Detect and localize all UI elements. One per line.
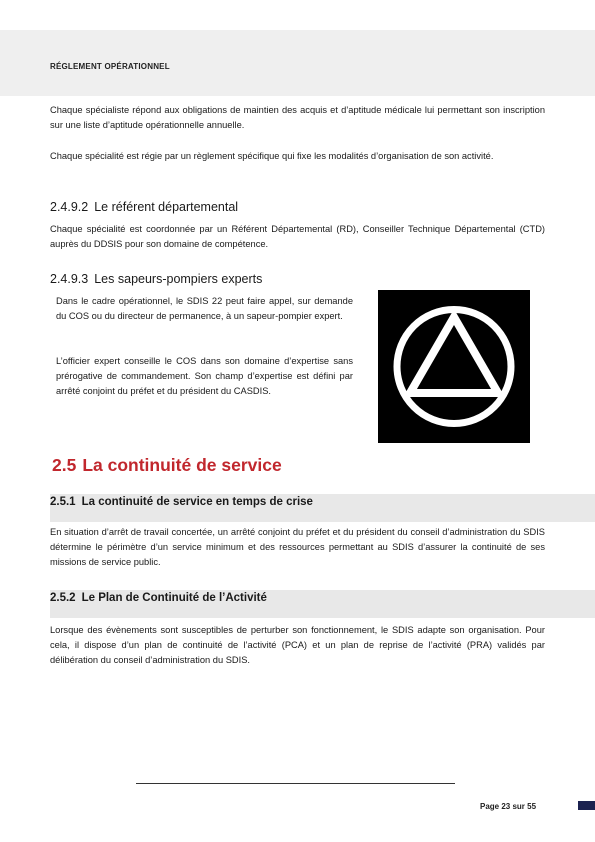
heading-2-5-1	[50, 496, 313, 508]
referent-paragraph: Chaque spécialité est coordonnée par un Référent Départemental (RD), Conseiller Technique Départemental (CTD) auprès du DDSIS pour son domaine de compétence.	[50, 224, 545, 249]
heading-text: La continuité de service	[82, 455, 282, 475]
heading-2-4-9-2	[50, 200, 238, 214]
page-marker	[578, 801, 595, 810]
experts-paragraph-2: L’officier expert conseille le COS dans son domaine d’expertise sans prérogative de commandement. Son champ d’expertise est défini par arrêté conjoint du préfet et du président du CASDIS.	[56, 356, 353, 396]
heading-text: Le Plan de Continuité de l’Activité	[81, 592, 267, 604]
heading-text: Les sapeurs-pompiers experts	[94, 272, 263, 286]
crisis-paragraph: En situation d’arrêt de travail concertée, un arrêté conjoint du préfet et du président du conseil d’administration du SDIS détermine le périmètre d’un service minimum et des ressources permettant au SDIS d’assurer la continuité de ses missions de service public.	[50, 527, 545, 567]
heading-number: 2.4.9.3	[50, 272, 89, 286]
intro-paragraph-2: Chaque spécialité est régie par un règlement spécifique qui fixe les modalités d’organisation de son activité.	[50, 151, 494, 161]
heading-number: 2.5.1	[50, 496, 76, 508]
document-header-title: RÉGLEMENT OPÉRATIONNEL	[50, 62, 170, 71]
heading-text: La continuité de service en temps de crise	[81, 496, 313, 508]
circle-triangle-icon	[378, 290, 530, 443]
heading-text: Le référent départemental	[94, 200, 239, 214]
heading-number: 2.5	[52, 455, 77, 475]
heading-number: 2.4.9.2	[50, 200, 89, 214]
footer-rule	[136, 783, 455, 784]
page-number: Page 23 sur 55	[480, 802, 537, 811]
heading-2-4-9-3	[50, 272, 262, 286]
heading-2-5	[52, 455, 282, 476]
experts-paragraph-1: Dans le cadre opérationnel, le SDIS 22 peut faire appel, sur demande du COS ou du directeur de permanence, à un sapeur-pompier expert.	[56, 296, 353, 321]
pca-paragraph: Lorsque des évènements sont susceptibles de perturber son fonctionnement, le SDIS adapte son organisation. Pour cela, il dispose d’un plan de continuité de l’activité (PCA) et un plan de reprise de l’activité (PRA) validés par délibération du conseil d’administration du SDIS.	[50, 625, 545, 665]
heading-2-5-2	[50, 592, 267, 604]
heading-number: 2.5.2	[50, 592, 76, 604]
intro-paragraph-1: Chaque spécialiste répond aux obligations de maintien des acquis et d’aptitude médicale lui permettant son inscription sur une liste d’aptitude opérationnelle annuelle.	[50, 105, 545, 130]
